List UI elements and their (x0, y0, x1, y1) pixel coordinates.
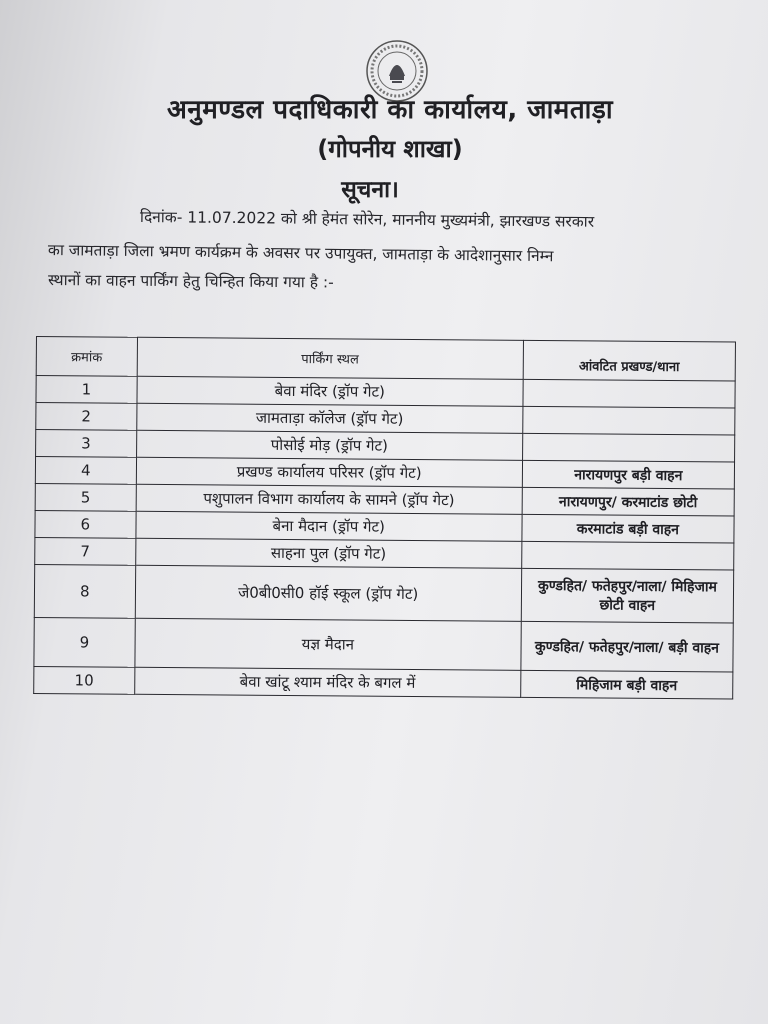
allotted-cell (523, 406, 735, 435)
serial-cell: 2 (36, 403, 137, 431)
table-row (34, 666, 733, 698)
place-cell: बेवा मंदिर (ड्रॉप गेट) (137, 376, 523, 406)
place-cell: जामताड़ा कॉलेज (ड्रॉप गेट) (136, 403, 522, 433)
serial-cell: 8 (34, 564, 135, 618)
allotted-cell (522, 433, 734, 462)
place-cell: बेवा खांटू श्याम मंदिर के बगल में (134, 667, 520, 697)
allotted-cell: नारायणपुर/ करमाटांड छोटी (522, 487, 734, 516)
allotted-cell: करमाटांड बड़ी वाहन (522, 514, 734, 543)
place-cell: पोसोई मोड़ (ड्रॉप गेट) (136, 430, 522, 460)
allotted-cell (522, 541, 734, 570)
place-cell: यज्ञ मैदान (135, 618, 522, 670)
office-title: अनुमण्डल पदाधिकारी का कार्यालय, जामताड़ा (166, 95, 614, 125)
serial-cell: 7 (35, 537, 136, 565)
header-serial: क्रमांक (36, 337, 137, 377)
notice-heading: सूचना। (341, 177, 399, 203)
place-cell: साहना पुल (ड्रॉप गेट) (135, 538, 521, 568)
serial-cell: 4 (35, 457, 136, 485)
allotted-cell: कुण्डहित/ फतेहपुर/नाला/ बड़ी वाहन (521, 621, 734, 672)
serial-cell: 5 (35, 483, 136, 511)
serial-cell: 1 (36, 376, 137, 404)
allotted-cell: नारायणपुर बड़ी वाहन (522, 460, 734, 489)
header-parking-place: पार्किंग स्थल (137, 337, 523, 379)
parking-table-wrapper (33, 336, 736, 699)
body-line-3: स्थानों का वाहन पार्किंग हेतु चिन्हित किया गया है :- (47, 271, 334, 292)
allotted-cell: मिहिजाम बड़ी वाहन (521, 670, 733, 699)
allotted-cell: कुण्डहित/ फतेहपुर/नाला/ मिहिजाम छोटी वाहन (521, 568, 734, 623)
place-cell: पशुपालन विभाग कार्यालय के सामने (ड्रॉप गेट) (136, 484, 522, 514)
table-header-row (36, 337, 735, 381)
serial-cell: 9 (34, 617, 135, 667)
serial-cell: 6 (35, 510, 136, 538)
body-line-1: दिनांक- 11.07.2022 को श्री हेमंत सोरेन, माननीय मुख्यमंत्री, झारखण्ड सरकार (139, 208, 595, 231)
place-cell: बेना मैदान (ड्रॉप गेट) (136, 511, 522, 541)
place-cell: प्रखण्ड कार्यालय परिसर (ड्रॉप गेट) (136, 457, 522, 487)
header-allotted: आंवटित प्रखण्ड/थाना (523, 340, 735, 381)
parking-table (33, 336, 736, 699)
serial-cell: 10 (34, 666, 135, 694)
table-row (34, 617, 733, 671)
allotted-cell (523, 379, 735, 408)
body-line-2: का जामताड़ा जिला भ्रमण कार्यक्रम के अवसर पर उपायुक्त, जामताड़ा के आदेशानुसार निम्न (47, 241, 554, 266)
serial-cell: 3 (36, 430, 137, 458)
place-cell: जे0बी0सी0 हॉई स्कूल (ड्रॉप गेट) (135, 565, 522, 621)
table-row (34, 564, 733, 622)
branch-title: (गोपनीय शाखा) (317, 135, 463, 163)
